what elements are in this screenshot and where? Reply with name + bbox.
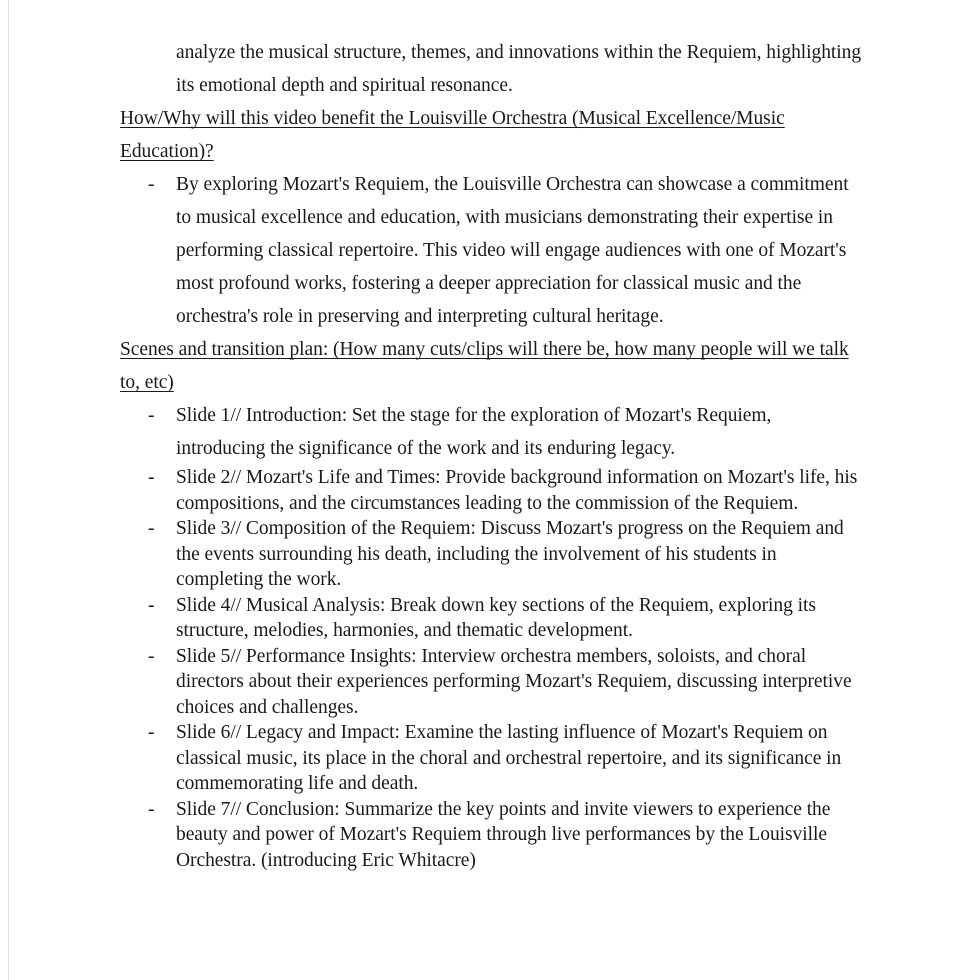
section-heading-benefit: How/Why will this video benefit the Louisville Orchestra (Musical Excellence/Music Education)? xyxy=(120,108,785,162)
bullet-dash-icon: - xyxy=(148,518,155,539)
bullet-dash-icon: - xyxy=(148,405,155,426)
list-item xyxy=(120,465,862,516)
bullet-list-slides-2-7 xyxy=(120,465,862,873)
list-item-text: Slide 4// Musical Analysis: Break down key sections of the Requiem, exploring its structure, melodies, harmonies, and thematic development. xyxy=(176,594,816,641)
bullet-dash-icon: - xyxy=(148,722,155,743)
list-item xyxy=(120,720,862,797)
bullet-dash-icon: - xyxy=(148,645,155,667)
list-item-text: Slide 2// Mozart's Life and Times: Provide background information on Mozart's life, his compositions, and the circumstances leading to the commission of the Requiem. xyxy=(176,467,858,514)
document-text-body xyxy=(120,36,862,873)
bullet-dash-icon: - xyxy=(148,467,155,488)
list-item-text: By exploring Mozart's Requiem, the Louisville Orchestra can showcase a commitment to musical excellence and education, with musicians demonstrating their expertise in performing classical repertoire. This video will engage audiences with one of Mozart's most profound works, fostering a deeper appreciation for classical music and the orchestra's role in preserving and interpreting cultural heritage. xyxy=(176,174,849,327)
bullet-list-slide-1 xyxy=(120,399,862,465)
opening-paragraph: analyze the musical structure, themes, and innovations within the Requiem, highlighting its emotional depth and spiritual resonance. xyxy=(176,42,862,96)
list-item-text: Slide 5// Performance Insights: Interview orchestra members, soloists, and choral directors about their experiences performing Mozart's Requiem, discussing interpretive choices and challenges. xyxy=(176,645,852,718)
list-item xyxy=(120,644,862,721)
page-left-edge-line xyxy=(8,0,9,980)
list-item-text: Slide 3// Composition of the Requiem: Discuss Mozart's progress on the Requiem and the events surrounding his death, including the involvement of his students in completing the work. xyxy=(176,518,844,590)
list-item xyxy=(120,399,862,465)
list-item-text: Slide 6// Legacy and Impact: Examine the lasting influence of Mozart's Requiem on classical music, its place in the choral and orchestral repertoire, and its significance in commemorating life and death. xyxy=(176,722,842,794)
bullet-dash-icon: - xyxy=(148,798,155,820)
bullet-dash-icon: - xyxy=(148,174,155,195)
list-item xyxy=(120,593,862,644)
bullet-dash-icon: - xyxy=(148,594,155,616)
section-heading-scenes: Scenes and transition plan: (How many cuts/clips will there be, how many people will we talk to, etc) xyxy=(120,339,849,393)
list-item xyxy=(120,516,862,593)
list-item-text: Slide 1// Introduction: Set the stage for the exploration of Mozart's Requiem, introducing the significance of the work and its enduring legacy. xyxy=(176,405,772,459)
list-item-text: Slide 7// Conclusion: Summarize the key points and invite viewers to experience the beauty and power of Mozart's Requiem through live performances by the Louisville Orchestra. (introducing Eric Whitacre) xyxy=(176,798,831,871)
list-item xyxy=(120,797,862,874)
list-item xyxy=(120,168,862,333)
bullet-list-benefit xyxy=(120,168,862,333)
